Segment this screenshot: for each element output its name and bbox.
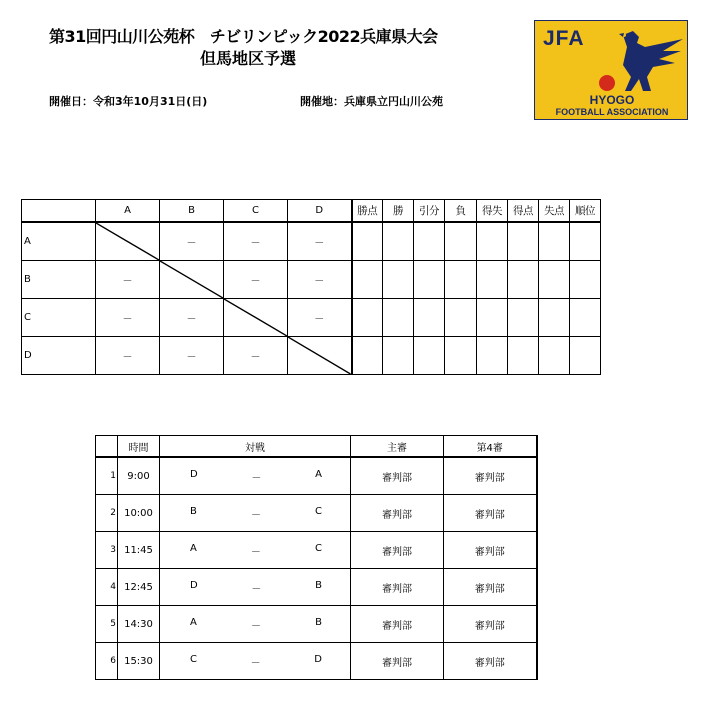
match-time: 15:30 [118,643,160,680]
stat-cell [414,261,445,299]
stat-cell [508,299,539,337]
stat-cell [414,337,445,375]
stat-header: 順位 [570,200,601,223]
league-col-team: D [288,200,352,223]
match-pairing [160,532,351,569]
match-dash: － [251,583,262,595]
match-away: A [315,468,322,480]
match-number: 6 [96,643,118,680]
stat-cell [570,337,601,375]
logo-hyogo-text: HYOGO [589,93,635,107]
league-header-row [22,200,601,223]
match-fourth-official: 審判部 [444,643,537,680]
match-home: A [190,616,197,628]
stat-cell [352,261,383,299]
stat-cell [477,299,508,337]
stat-cell [383,261,414,299]
schedule-row [96,606,537,643]
result-cell: － [96,299,160,337]
stat-header: 引分 [414,200,445,223]
match-dash: － [250,509,261,521]
page-subtitle: 但馬地区予選 [200,49,297,68]
league-row [22,261,601,299]
match-home: B [190,505,197,517]
match-pairing [160,643,351,680]
diagonal-cell [288,337,352,375]
schedule-row [96,457,537,495]
match-referee: 審判部 [351,495,444,532]
league-corner-cell [22,200,96,223]
match-time: 12:45 [118,569,160,606]
stat-cell [508,261,539,299]
schedule-header-row [96,436,537,458]
stat-cell [477,337,508,375]
stat-cell [570,299,601,337]
league-row-team: D [22,337,96,375]
stat-cell [477,261,508,299]
league-row [22,337,601,375]
league-col-team: C [224,200,288,223]
schedule-row [96,569,537,606]
schedule-fourth-header: 第4審 [444,436,537,458]
match-time: 10:00 [118,495,160,532]
stat-cell [445,261,477,299]
match-fourth-official: 審判部 [444,569,537,606]
stat-header: 負 [445,200,477,223]
result-cell: － [288,299,352,337]
league-row-team: A [22,222,96,261]
match-number: 1 [96,457,118,495]
stat-cell [383,222,414,261]
event-date: 開催日：令和3年10月31日(日) [49,95,208,108]
stat-cell [352,337,383,375]
stat-header: 勝点 [352,200,383,223]
schedule-row [96,532,537,569]
match-away: B [315,616,322,628]
match-number: 2 [96,495,118,532]
stat-cell [508,222,539,261]
match-pairing [160,495,351,532]
match-dash: － [250,657,261,669]
league-row-team: C [22,299,96,337]
match-home: C [190,653,197,665]
jfa-hyogo-logo [534,20,688,120]
match-referee: 審判部 [351,569,444,606]
result-cell: － [224,261,288,299]
match-referee: 審判部 [351,643,444,680]
league-row [22,222,601,261]
league-table [21,199,601,375]
result-cell: － [288,222,352,261]
match-referee: 審判部 [351,606,444,643]
match-home: A [190,542,197,554]
result-cell: － [96,261,160,299]
stat-header: 勝 [383,200,414,223]
schedule-row [96,495,537,532]
match-pairing [160,569,351,606]
match-dash: － [250,546,261,558]
result-cell: － [96,337,160,375]
league-row [22,299,601,337]
match-dash: － [251,472,262,484]
stat-cell [539,299,570,337]
league-col-team: A [96,200,160,223]
schedule-time-header: 時間 [118,436,160,458]
stat-cell [570,222,601,261]
league-row-team: B [22,261,96,299]
page-title: 第31回円山川公苑杯 チビリンピック2022兵庫県大会 [49,27,438,46]
stat-cell [414,222,445,261]
diagonal-cell [224,299,288,337]
stat-cell [352,299,383,337]
diagonal-cell [160,261,224,299]
schedule-table [95,435,538,680]
stat-header: 得点 [508,200,539,223]
match-pairing [160,606,351,643]
match-fourth-official: 審判部 [444,495,537,532]
stat-cell [445,299,477,337]
stat-cell [508,337,539,375]
match-fourth-official: 審判部 [444,532,537,569]
stat-cell [445,337,477,375]
stat-cell [539,261,570,299]
match-away: B [315,579,322,591]
result-cell: － [160,337,224,375]
result-cell: － [160,299,224,337]
match-referee: 審判部 [351,457,444,495]
stat-cell [383,337,414,375]
match-away: C [315,505,322,517]
match-pairing [160,457,351,495]
stat-cell [383,299,414,337]
match-number: 3 [96,532,118,569]
result-cell: － [224,337,288,375]
logo-association-text: FOOTBALL ASSOCIATION [555,107,669,117]
match-number: 4 [96,569,118,606]
stat-cell [539,222,570,261]
match-home: D [190,468,198,480]
logo-jfa-text: JFA [543,27,585,50]
match-fourth-official: 審判部 [444,606,537,643]
stat-cell [445,222,477,261]
match-time: 9:00 [118,457,160,495]
match-dash: － [250,620,261,632]
crow-emblem-icon [593,25,685,93]
stat-cell [414,299,445,337]
match-time: 14:30 [118,606,160,643]
result-cell: － [224,222,288,261]
match-home: D [190,579,198,591]
league-col-team: B [160,200,224,223]
stat-cell [539,337,570,375]
diagonal-cell [96,222,160,261]
schedule-no-header [96,436,118,458]
stat-header: 得失 [477,200,508,223]
result-cell: － [160,222,224,261]
schedule-referee-header: 主審 [351,436,444,458]
stat-header: 失点 [539,200,570,223]
match-referee: 審判部 [351,532,444,569]
match-time: 11:45 [118,532,160,569]
match-away: C [315,542,322,554]
match-fourth-official: 審判部 [444,457,537,495]
match-number: 5 [96,606,118,643]
stat-cell [477,222,508,261]
schedule-match-header: 対戦 [160,436,351,458]
result-cell: － [288,261,352,299]
schedule-row [96,643,537,680]
stat-cell [570,261,601,299]
match-away: D [314,653,322,665]
stat-cell [352,222,383,261]
event-venue: 開催地：兵庫県立円山川公苑 [300,95,443,108]
